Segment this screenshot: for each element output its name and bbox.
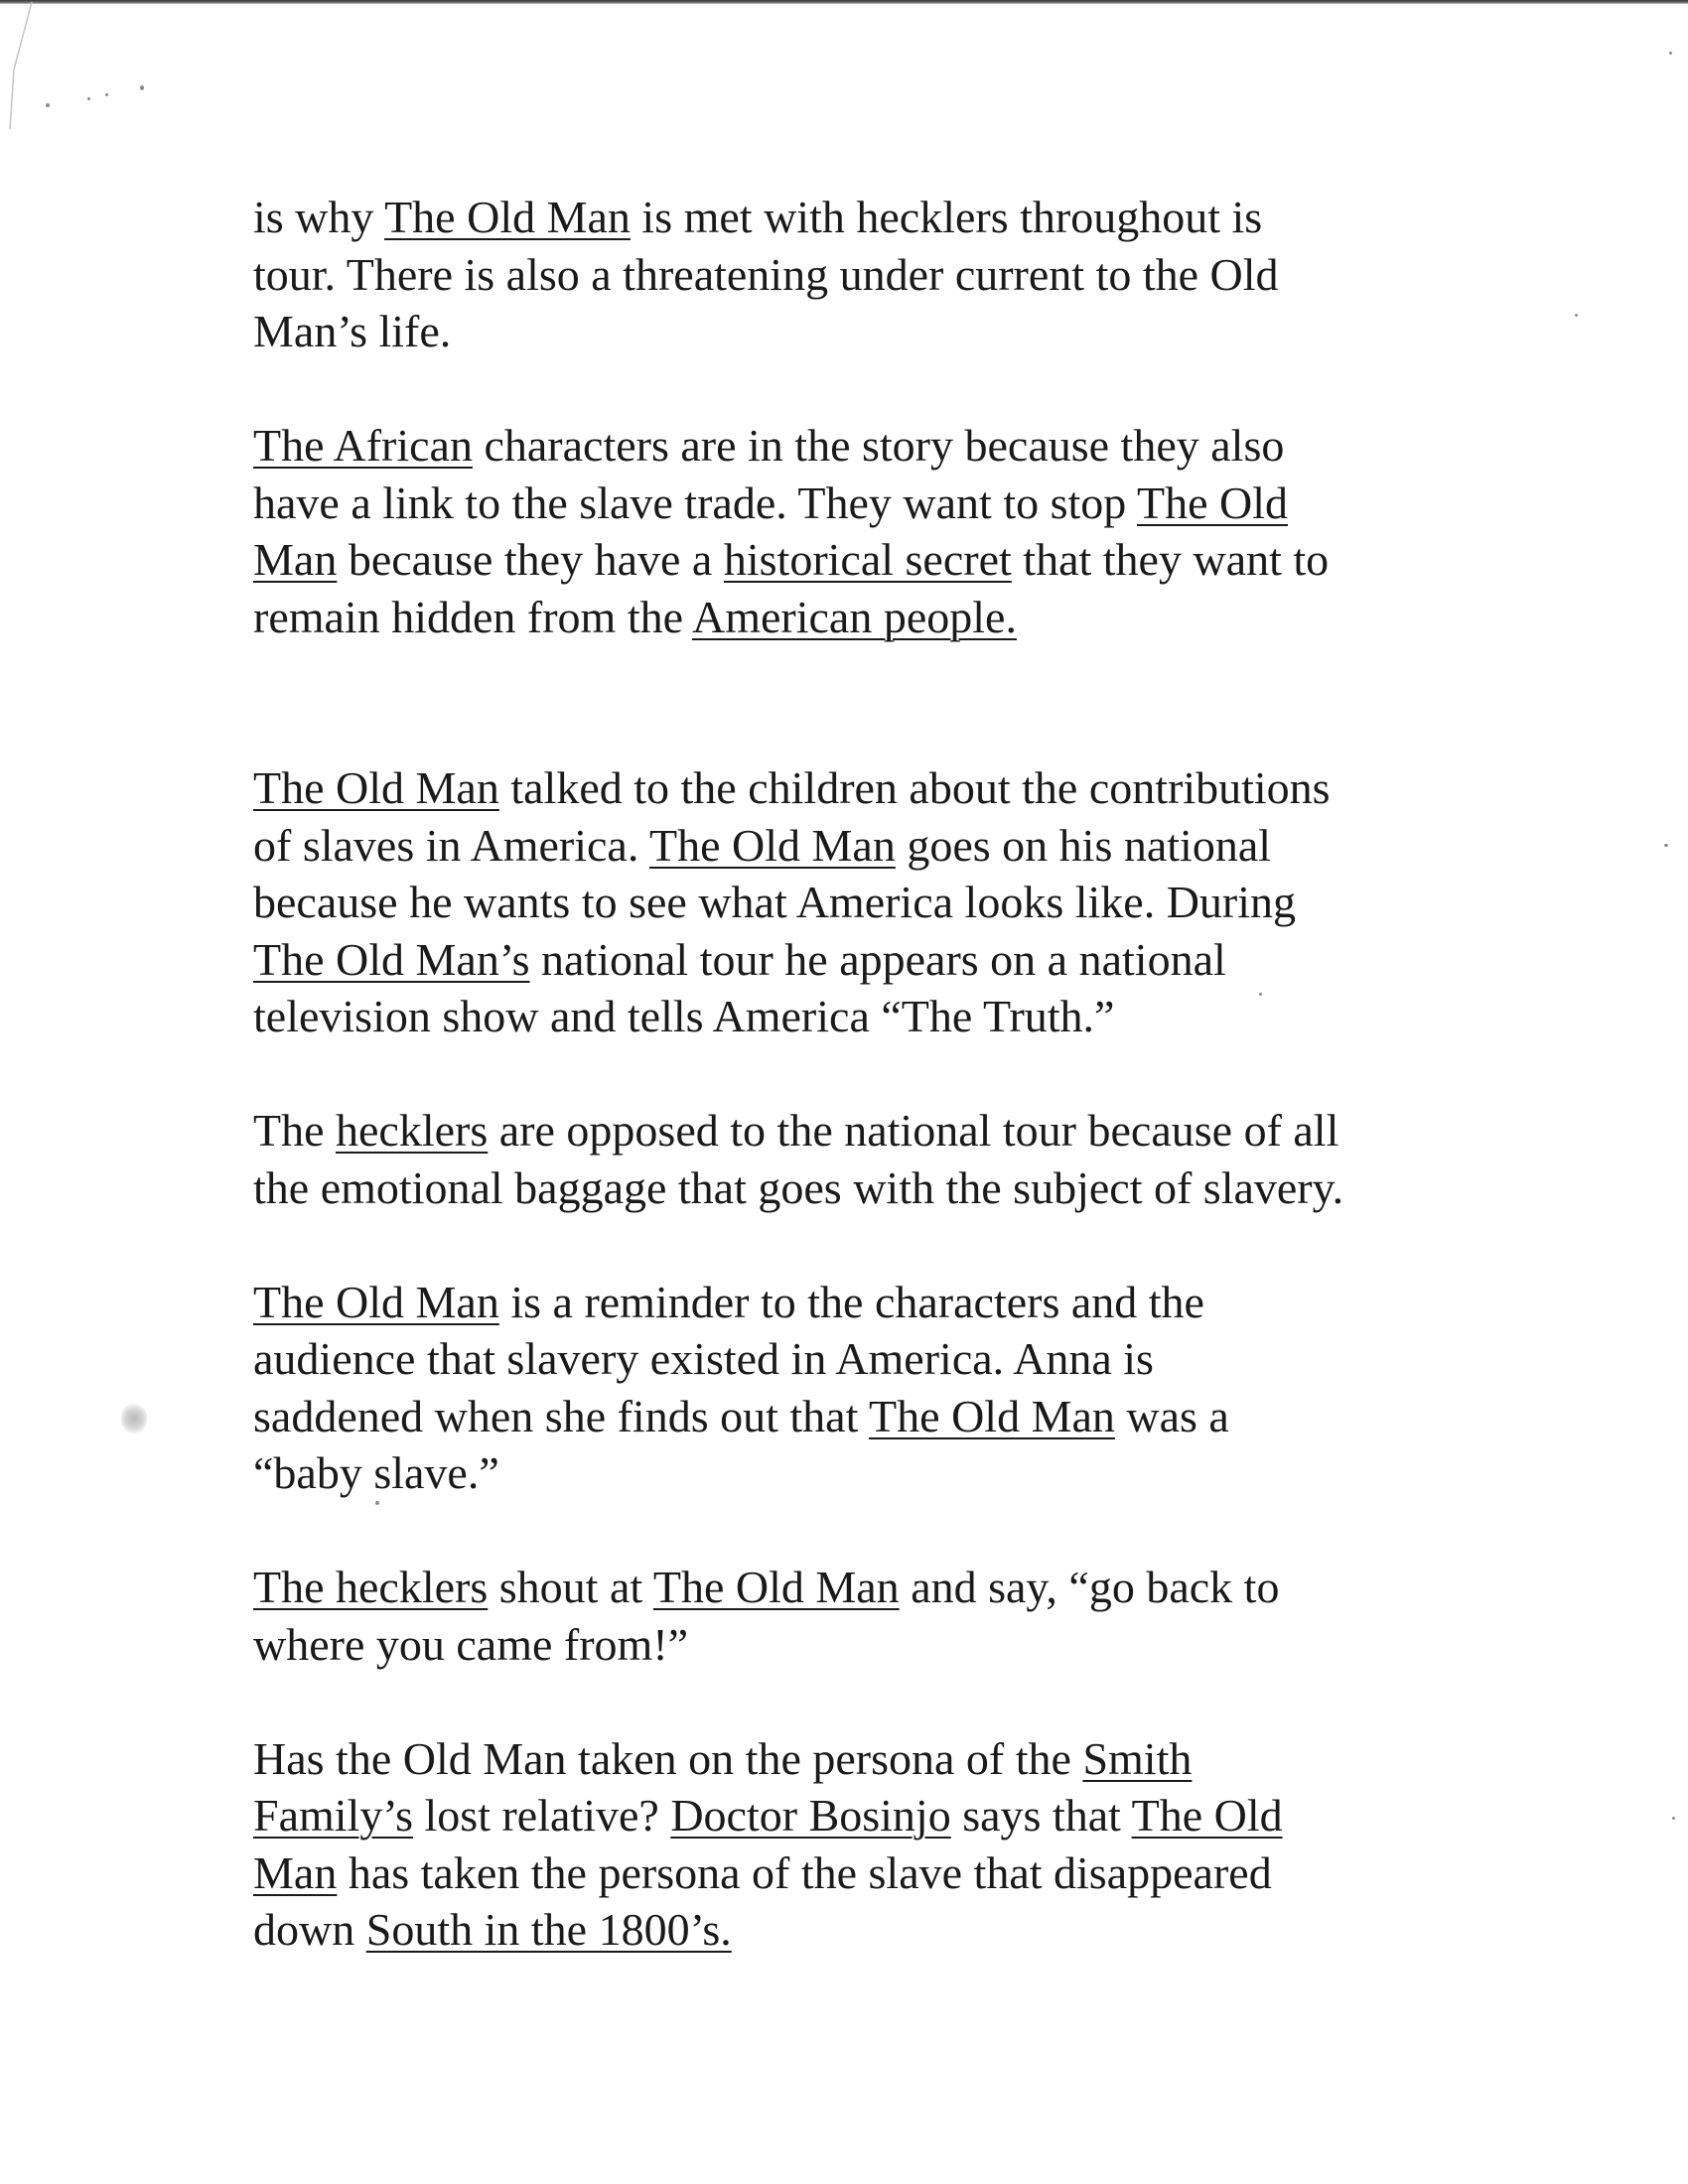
- underlined-term: Man: [253, 1846, 338, 1898]
- text-run: have a link to the slave trade. They want to stop: [253, 477, 1137, 528]
- scan-speck: [1669, 52, 1672, 55]
- text-line: [253, 531, 1484, 589]
- text-line: [253, 303, 1484, 360]
- scan-speck: [105, 93, 108, 96]
- text-line: [253, 1160, 1484, 1217]
- text-line: [253, 1444, 1484, 1502]
- scan-speck: [1672, 1817, 1675, 1820]
- text-run: lost relative?: [413, 1790, 671, 1841]
- scan-left-edge-mark: [0, 0, 40, 129]
- text-line: [253, 1787, 1484, 1844]
- underlined-term: The African: [253, 420, 473, 471]
- text-run: Man’s life.: [253, 306, 452, 356]
- text-line: [253, 1559, 1484, 1616]
- text-run: characters are in the story because they also: [472, 420, 1285, 471]
- text-run: national tour he appears on a national: [529, 933, 1226, 985]
- text-line: [253, 1274, 1484, 1331]
- underlined-term: The Old Man: [649, 819, 896, 871]
- text-line: [253, 931, 1484, 989]
- text-run: because they have a: [337, 534, 724, 585]
- underlined-term: The Old: [1131, 1790, 1283, 1841]
- text-run: where you came from!”: [253, 1618, 689, 1670]
- text-line: [253, 1330, 1484, 1388]
- text-line: [253, 1844, 1484, 1902]
- text-line: [253, 246, 1484, 304]
- scan-speck: [1575, 314, 1578, 317]
- text-line: [253, 874, 1484, 931]
- text-line: [253, 1616, 1484, 1674]
- text-run: goes on his national: [895, 819, 1272, 871]
- paragraph: [253, 1730, 1484, 1959]
- scan-top-border: [0, 0, 1688, 4]
- text-line: [253, 1730, 1484, 1788]
- text-run: is why: [253, 192, 385, 242]
- text-run: of slaves in America.: [253, 819, 649, 871]
- text-run: down: [253, 1904, 366, 1955]
- text-run: remain hidden from the: [253, 591, 692, 642]
- text-run: and say, “go back to: [899, 1562, 1280, 1612]
- underlined-term: The Old Man: [253, 1276, 499, 1327]
- underlined-term: The Old: [1136, 477, 1288, 528]
- text-run: that they want to: [1011, 534, 1330, 585]
- text-run: tour. There is also a threatening under current to the Old: [253, 248, 1279, 300]
- text-line: [253, 417, 1484, 475]
- underlined-term: The hecklers: [253, 1562, 489, 1612]
- scan-smudge: [121, 1402, 147, 1435]
- text-line: [253, 759, 1484, 817]
- underlined-term: South in the 1800’s.: [365, 1904, 732, 1955]
- paragraph: [253, 759, 1484, 1045]
- text-run: shout at: [488, 1562, 653, 1612]
- underlined-term: The Old Man: [869, 1390, 1115, 1441]
- scan-speck: [140, 85, 144, 90]
- underlined-term: The Old Man’s: [253, 933, 530, 985]
- text-line: [253, 189, 1484, 246]
- text-run: “baby slave.”: [253, 1447, 499, 1498]
- underlined-term: The Old Man: [652, 1562, 900, 1612]
- text-line: [253, 988, 1484, 1045]
- underlined-term: historical secret: [723, 534, 1012, 585]
- text-run: talked to the children about the contributions: [498, 762, 1331, 813]
- text-run: The: [253, 1105, 337, 1156]
- text-run: is met with hecklers throughout is: [630, 192, 1263, 242]
- text-run: was a: [1114, 1390, 1229, 1441]
- text-line: [253, 817, 1484, 875]
- underlined-term: The Old Man: [253, 762, 499, 813]
- text-run: is a reminder to the characters and the: [498, 1276, 1204, 1327]
- scan-speck: [46, 103, 50, 107]
- text-run: says that: [950, 1790, 1132, 1841]
- paragraph: [253, 189, 1484, 360]
- underlined-term: The Old Man: [384, 192, 631, 242]
- text-run: has taken the persona of the slave that disappeared: [337, 1846, 1272, 1898]
- paragraph: [253, 1274, 1484, 1502]
- paragraph: [253, 1559, 1484, 1673]
- scan-speck: [1664, 844, 1668, 847]
- underlined-term: Man: [253, 534, 338, 585]
- text-line: [253, 1388, 1484, 1445]
- document-body: [253, 189, 1484, 2015]
- paragraph: [253, 1102, 1484, 1216]
- paragraph: [253, 417, 1484, 645]
- underlined-term: hecklers: [336, 1105, 489, 1156]
- text-run: saddened when she finds out that: [253, 1390, 870, 1441]
- text-run: Has the Old Man taken on the persona of the: [253, 1732, 1083, 1784]
- text-run: television show and tells America “The Truth.”: [253, 991, 1115, 1041]
- text-line: [253, 1102, 1484, 1160]
- text-line: [253, 1901, 1484, 1959]
- text-line: [253, 475, 1484, 532]
- text-run: because he wants to see what America looks like. During: [253, 877, 1297, 927]
- text-run: audience that slavery existed in America. Anna is: [253, 1333, 1154, 1384]
- text-run: are opposed to the national tour because of all: [488, 1105, 1339, 1156]
- underlined-term: Doctor Bosinjo: [670, 1790, 951, 1841]
- underlined-term: Family’s: [253, 1790, 414, 1841]
- text-run: the emotional baggage that goes with the subject of slavery.: [253, 1161, 1344, 1213]
- scan-speck: [87, 97, 90, 100]
- underlined-term: American people.: [692, 591, 1017, 642]
- underlined-term: Smith: [1082, 1732, 1193, 1784]
- text-line: [253, 589, 1484, 646]
